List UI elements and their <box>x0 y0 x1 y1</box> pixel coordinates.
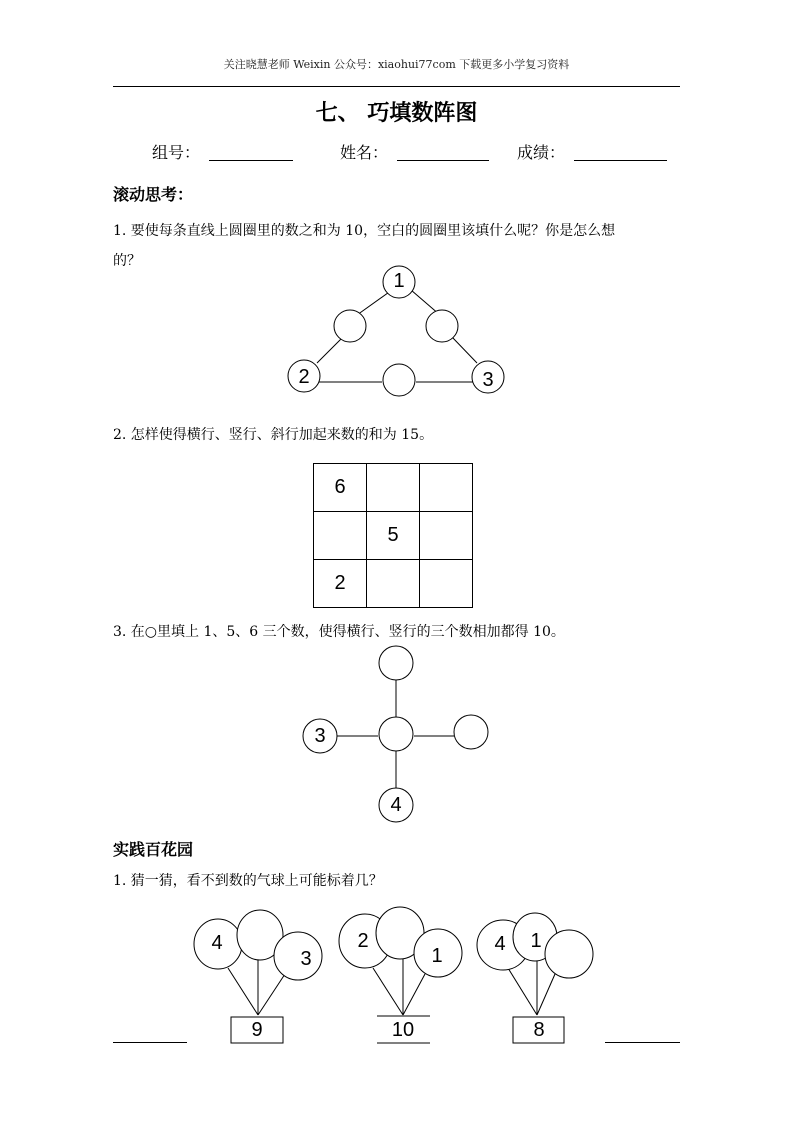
balloon-total: 8 <box>533 1019 545 1041</box>
magic-square-grid <box>313 463 473 608</box>
section-heading-practice: 实践百花园 <box>113 840 194 859</box>
score-field[interactable] <box>574 160 667 161</box>
header-note: 关注晓慧老师 Weixin 公众号：xiaohui77com 下载更多小学复习资料 <box>223 58 570 71</box>
header-divider <box>113 86 680 87</box>
balloon-value: 2 <box>357 930 369 952</box>
score-label: 成绩： <box>517 143 566 162</box>
grid-cell[interactable]: 6 <box>314 464 367 512</box>
grid-cell[interactable]: 2 <box>314 560 367 608</box>
page-title: 七、 巧填数阵图 <box>315 101 478 126</box>
circle-bottom-value: 4 <box>390 794 402 816</box>
balloon-value: 3 <box>300 948 312 970</box>
question-3-text: 3. 在○里填上 1、5、6 三个数，使得横行、竖行的三个数相加都得 10。 <box>113 624 565 640</box>
grid-cell[interactable] <box>367 464 420 512</box>
grid-cell[interactable]: 5 <box>367 512 420 560</box>
question-1-text: 1. 要使每条直线上圆圈里的数之和为 10，空白的圆圈里该填什么呢？你是怎么想 <box>113 223 616 239</box>
question-2-text: 2. 怎样使得横行、竖行、斜行加起来数的和为 15。 <box>113 427 434 443</box>
grid-cell[interactable] <box>420 464 473 512</box>
balloon-total: 10 <box>391 1019 415 1041</box>
grid-cell[interactable] <box>420 512 473 560</box>
circle-top-value: 1 <box>393 270 405 292</box>
answer-line-left[interactable] <box>113 1042 187 1043</box>
group-field[interactable] <box>209 160 293 161</box>
grid-cell[interactable] <box>420 560 473 608</box>
balloon-total: 9 <box>251 1019 263 1041</box>
group-label: 组号： <box>152 143 201 162</box>
name-label: 姓名： <box>340 143 389 162</box>
grid-cell[interactable] <box>367 560 420 608</box>
name-field[interactable] <box>397 160 489 161</box>
answer-line-right[interactable] <box>605 1042 680 1043</box>
section-heading-thinking: 滚动思考： <box>113 185 194 204</box>
circle-bottom-right-value: 3 <box>482 369 494 391</box>
grid-cell[interactable] <box>314 512 367 560</box>
practice-question-1-text: 1. 猜一猜，看不到数的气球上可能标着几？ <box>113 873 383 889</box>
balloon-value: 1 <box>431 945 443 967</box>
balloon-value: 1 <box>530 930 542 952</box>
circle-bottom-left-value: 2 <box>298 366 310 388</box>
circle-left-value: 3 <box>314 725 326 747</box>
balloon-value: 4 <box>211 932 223 954</box>
balloon-value: 4 <box>494 933 506 955</box>
question-1-text-cont: 的？ <box>113 253 141 269</box>
